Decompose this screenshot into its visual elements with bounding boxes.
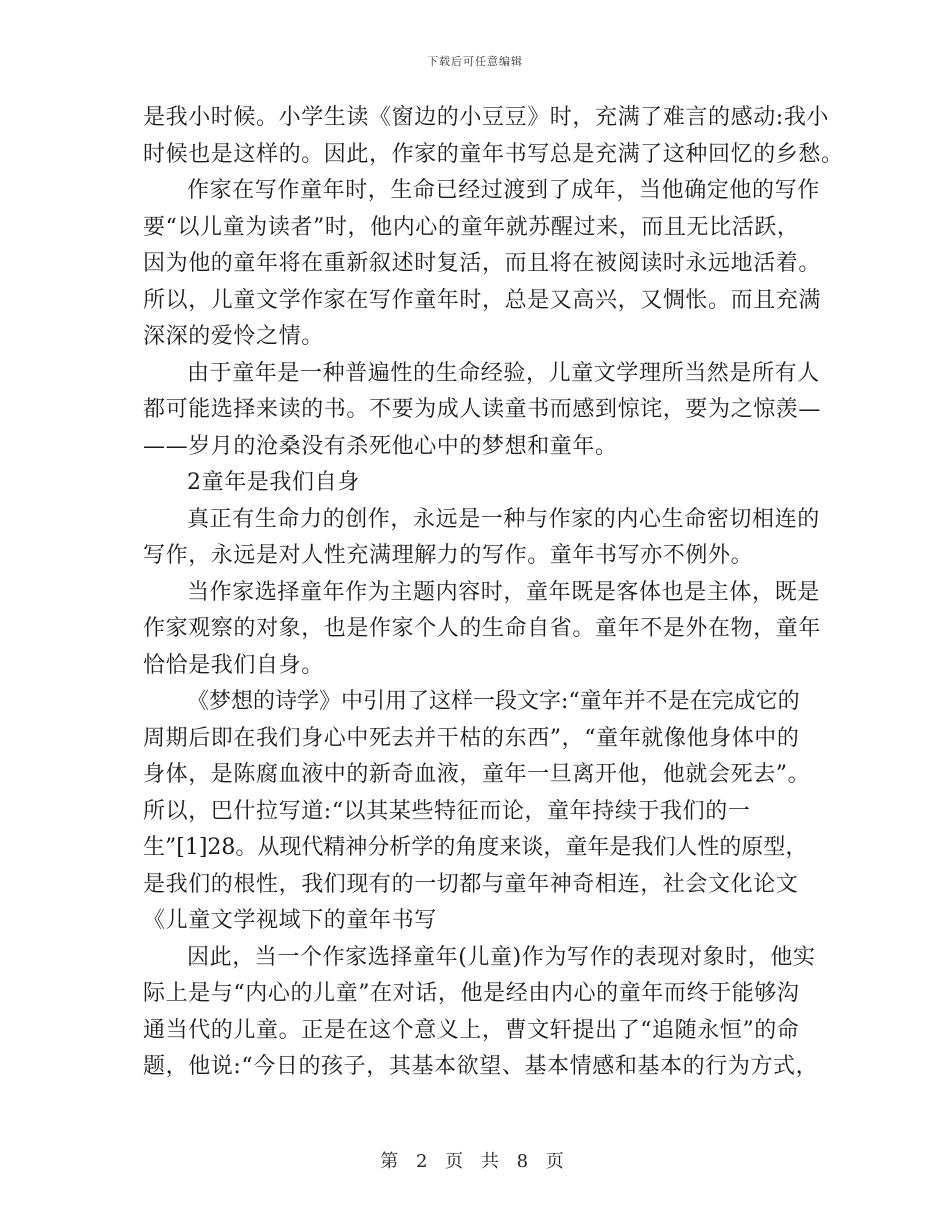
text-line: 都可能选择来读的书。不要为成人读童书而感到惊诧，要为之惊羡— (143, 397, 822, 422)
text-line: 深深的爱怜之情。 (143, 324, 324, 349)
section-heading: 2童年是我们自身 (187, 470, 360, 495)
text-line: 生”[1]28。从现代精神分析学的角度来谈，童年是我们人性的原型， (143, 835, 808, 860)
text-line: 身体，是陈腐血液中的新奇血液，童年一旦离开他，他就会死去”。 (143, 762, 811, 787)
text-line: 写作，永远是对人性充满理解力的写作。童年书写亦不例外。 (143, 543, 754, 568)
text-line: 作家观察的对象，也是作家个人的生命自省。童年不是外在物，童年 (143, 616, 822, 641)
text-line: 际上是与“内心的儿童”在对话，他是经由内心的童年而终于能够沟 (143, 981, 800, 1006)
paragraph-start: 《梦想的诗学》中引用了这样一段文字:“童年并不是在完成它的 (187, 689, 800, 714)
text-line: 所以，儿童文学作家在写作童年时，总是又高兴，又惆怅。而且充满 (143, 287, 822, 313)
document-body (143, 100, 844, 1086)
page-header: 下载后可任意编辑 (427, 55, 523, 68)
paragraph-start: 因此，当一个作家选择童年(儿童)作为写作的表现对象时，他实 (187, 944, 816, 970)
paragraph-start: 当作家选择童年作为主题内容时，童年既是客体也是主体，既是 (187, 579, 820, 605)
text-line: 是我们的根性，我们现有的一切都与童年神奇相连，社会文化论文 (143, 871, 799, 897)
text-line: 要“以儿童为读者”时，他内心的童年就苏醒过来，而且无比活跃， (143, 214, 800, 240)
text-line: 所以，巴什拉写道:“以其某些特征而论，童年持续于我们的一 (143, 798, 751, 824)
text-line: ——岁月的沧桑没有杀死他心中的梦想和童年。 (143, 433, 618, 459)
text-line: 通当代的儿童。正是在这个意义上，曹文轩提出了“追随永恒”的命 (143, 1017, 800, 1043)
text-line: 是我小时候。小学生读《窗边的小豆豆》时，充满了难言的感动:我小 (143, 105, 830, 130)
text-line: 因为他的童年将在重新叙述时复活，而且将在被阅读时永远地活着。 (143, 251, 822, 276)
paragraph-start: 作家在写作童年时，生命已经过渡到了成年，当他确定他的写作 (187, 178, 820, 203)
text-line: 时候也是这样的。因此，作家的童年书写总是充满了这种回忆的乡愁。 (143, 141, 844, 167)
page-number: 第 2 页 共 8 页 (380, 1151, 570, 1172)
paragraph-start: 由于童年是一种普遍性的生命经验，儿童文学理所当然是所有人 (187, 360, 820, 386)
text-line: 题，他说:“今日的孩子，其基本欲望、基本情感和基本的行为方式， (143, 1054, 819, 1079)
text-line: 恰恰是我们自身。 (143, 652, 324, 678)
text-line: 《儿童文学视域下的童年书写 (143, 908, 437, 933)
text-line: 周期后即在我们身心中死去并干枯的东西”，“童年就像他身体中的 (143, 725, 800, 751)
paragraph-start: 真正有生命力的创作，永远是一种与作家的内心生命密切相连的 (187, 506, 820, 532)
